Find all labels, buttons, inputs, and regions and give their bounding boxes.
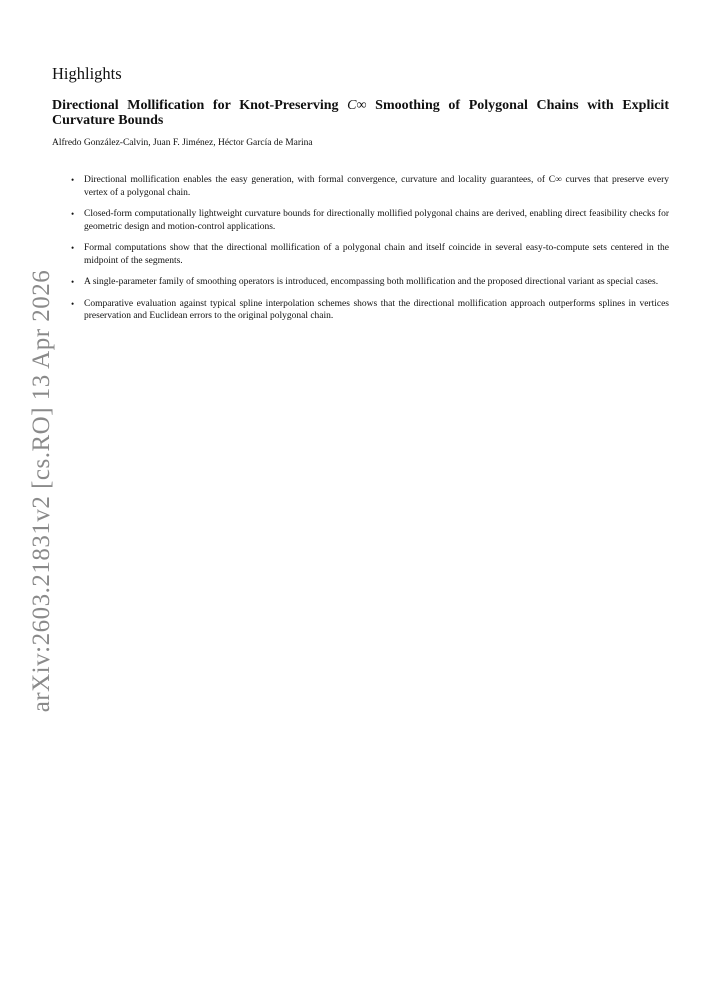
highlight-text: Formal computations show that the directional mollification of a polygonal chain and itself coincide in several easy-to-compute sets centered in the midpoint of the segments. bbox=[84, 243, 669, 266]
highlight-text: A single-parameter family of smoothing operators is introduced, encompassing both mollification and the proposed directional variant as special cases. bbox=[84, 277, 659, 287]
bullet-icon: • bbox=[71, 243, 75, 253]
paper-title-part-2: Smoothing of Polygonal Chains with Explicit Curvature Bounds bbox=[52, 98, 669, 128]
author-list: Alfredo González-Calvin, Juan F. Jiménez, Héctor García de Marina bbox=[52, 138, 313, 148]
paper-title bbox=[52, 98, 669, 128]
highlight-item bbox=[71, 242, 669, 267]
highlights-list bbox=[52, 174, 669, 323]
section-heading: Highlights bbox=[52, 64, 122, 83]
highlight-item bbox=[71, 298, 669, 323]
highlight-text: Closed-form computationally lightweight curvature bounds for directionally mollified polygonal chains are derived, enabling direct feasibility checks for geometric design and motion-control applications. bbox=[84, 209, 669, 232]
paper-title-part-1: Directional Mollification for Knot-Preserving bbox=[52, 98, 348, 113]
bullet-icon: • bbox=[71, 209, 75, 219]
bullet-icon: • bbox=[71, 277, 75, 287]
bullet-icon: • bbox=[71, 298, 75, 309]
highlight-text: Comparative evaluation against typical spline interpolation schemes shows that the directional mollification approach outperforms splines in vertices preservation and Euclidean errors to the original polygonal chain. bbox=[84, 298, 669, 321]
bullet-icon: • bbox=[71, 175, 75, 185]
highlights-page bbox=[52, 64, 669, 332]
highlight-item bbox=[71, 174, 669, 199]
highlight-text: Directional mollification enables the easy generation, with formal convergence, curvature and locality guarantees, of C∞ curves that preserve every vertex of a polygonal chain. bbox=[84, 175, 669, 198]
highlight-item bbox=[71, 208, 669, 233]
highlight-item bbox=[71, 276, 669, 289]
arxiv-identifier: arXiv:2603.21831v2 [cs.RO] 13 Apr 2026 bbox=[28, 269, 55, 713]
paper-title-math: C∞ bbox=[347, 98, 367, 113]
